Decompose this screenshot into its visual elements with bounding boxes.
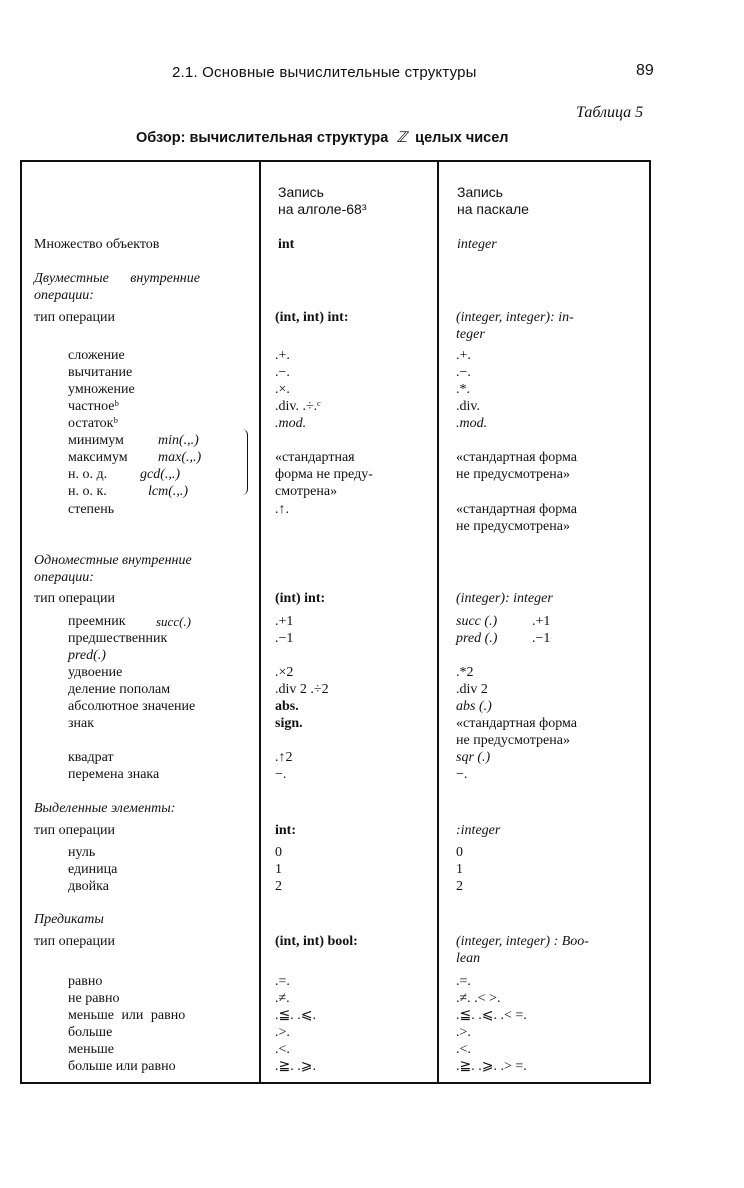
one-algol: 1	[275, 862, 282, 877]
succ-pascal-func: succ (.)	[456, 614, 498, 629]
max-func: max(.,.)	[158, 450, 202, 465]
pascal-header-2: на паскале	[457, 201, 529, 217]
one-pascal: 1	[456, 862, 463, 877]
div-label: частноеᵇ	[68, 399, 119, 414]
table-left-border	[20, 160, 22, 1084]
predicates-type-algol: (int, int) bool:	[275, 934, 358, 949]
dbl-pascal: .*2	[456, 665, 474, 680]
gt-algol: .>.	[275, 1025, 290, 1040]
binary-type-pascal-1: (integer, integer): in-	[456, 310, 574, 325]
binary-type-pascal-2: teger	[456, 327, 485, 342]
table-bottom-rule	[20, 1082, 650, 1084]
table-right-border	[649, 160, 651, 1084]
table-top-rule	[20, 160, 650, 162]
objects-pascal: integer	[457, 237, 497, 252]
std-algol-2: форма не преду-	[275, 467, 373, 482]
unary-heading-1: Одноместные внутренние	[34, 553, 192, 568]
table-title-after: целых чисел	[415, 130, 509, 146]
lt-algol: .<.	[275, 1042, 290, 1057]
two-algol: 2	[275, 879, 282, 894]
std-algol-3: смотрена»	[275, 484, 338, 499]
neg-algol: −.	[275, 767, 287, 782]
unary-type-pascal: (integer): integer	[456, 591, 553, 606]
min-func: min(.,.)	[158, 433, 199, 448]
gt-label: больше	[68, 1025, 113, 1040]
zero-algol: 0	[275, 845, 282, 860]
pascal-header-1: Запись	[457, 184, 503, 200]
neg-label: перемена знака	[68, 767, 160, 782]
selected-type-algol: int:	[275, 823, 296, 838]
eq-label: равно	[68, 974, 103, 989]
one-label: единица	[68, 862, 118, 877]
selected-heading: Выделенные элементы:	[34, 801, 176, 816]
predicates-type-pascal-2: lean	[456, 951, 481, 966]
sqr-algol: .↑2	[275, 750, 293, 765]
mod-algol: .mod.	[275, 416, 307, 431]
half-algol: .div 2 .÷2	[275, 682, 329, 697]
table-title-symbol: ℤ	[396, 130, 408, 146]
ge-label: больше или равно	[68, 1059, 176, 1074]
sub-algol: .−.	[275, 365, 290, 380]
ge-algol: .≧. .⩾.	[275, 1059, 316, 1074]
objects-label: Множество объектов	[34, 237, 160, 252]
min-label: минимум	[68, 433, 124, 448]
ne-pascal: .≠. .< >.	[456, 991, 501, 1006]
sqr-pascal: sqr (.)	[456, 750, 491, 765]
mul-algol: .×.	[275, 382, 290, 397]
zero-pascal: 0	[456, 845, 463, 860]
binary-heading-1: Двуместные внутренние	[34, 271, 200, 286]
sqr-label: квадрат	[68, 750, 114, 765]
pow-algol: .↑.	[275, 502, 289, 517]
mod-pascal: .mod.	[456, 416, 488, 431]
le-pascal: .≦. .⩽. .< =.	[456, 1008, 527, 1023]
succ-label: преемник	[68, 614, 126, 629]
sub-label: вычитание	[68, 365, 133, 380]
add-algol: .+.	[275, 348, 290, 363]
add-label: сложение	[68, 348, 125, 363]
dbl-label: удвоение	[68, 665, 123, 680]
pred-pascal: .−1	[532, 631, 551, 646]
table-title-before: Обзор: вычислительная структура	[136, 130, 389, 146]
two-pascal: 2	[456, 879, 463, 894]
pred-algol: .−1	[275, 631, 294, 646]
gcd-label: н. о. д.	[68, 467, 108, 482]
std-pascal-1: «стандартная форма	[456, 450, 577, 465]
binary-type-label: тип операции	[34, 310, 115, 325]
pred-pascal-func: pred (.)	[456, 631, 498, 646]
gcd-func: gcd(.,.)	[140, 467, 181, 482]
column-divider-1	[259, 160, 261, 1084]
pow-pascal-2: не предусмотрена»	[456, 519, 570, 534]
ne-algol: .≠.	[275, 991, 290, 1006]
column-divider-2	[437, 160, 439, 1084]
binary-type-algol: (int, int) int:	[275, 310, 349, 325]
neg-pascal: −.	[456, 767, 468, 782]
sign-pascal-2: не предусмотрена»	[456, 733, 570, 748]
std-algol-1: «стандартная	[275, 450, 355, 465]
selected-type-label: тип операции	[34, 823, 115, 838]
ne-label: не равно	[68, 991, 120, 1006]
page-number: 89	[636, 62, 654, 79]
zero-label: нуль	[68, 845, 96, 860]
table-caption: Таблица 5	[576, 104, 644, 121]
abs-label: абсолютное значение	[68, 699, 196, 714]
predicates-type-label: тип операции	[34, 934, 115, 949]
unary-type-label: тип операции	[34, 591, 115, 606]
succ-func: succ(.)	[156, 614, 192, 629]
predicates-type-pascal-1: (integer, integer) : Boo-	[456, 934, 589, 949]
abs-algol: abs.	[275, 699, 299, 714]
max-label: максимум	[68, 450, 128, 465]
sub-pascal: .−.	[456, 365, 471, 380]
pred-label: предшественник	[68, 631, 168, 646]
table-title	[136, 130, 509, 147]
eq-pascal: .=.	[456, 974, 471, 989]
le-algol: .≦. .⩽.	[275, 1008, 316, 1023]
objects-algol: int	[278, 237, 295, 252]
sign-algol: sign.	[275, 716, 303, 731]
half-pascal: .div 2	[456, 682, 488, 697]
half-label: деление пополам	[68, 682, 171, 697]
lcm-label: н. о. к.	[68, 484, 107, 499]
running-header: 2.1. Основные вычислительные структуры	[172, 64, 477, 81]
succ-pascal: .+1	[532, 614, 551, 629]
pow-pascal-1: «стандартная форма	[456, 502, 577, 517]
lcm-func: lcm(.,.)	[148, 484, 189, 499]
gt-pascal: .>.	[456, 1025, 471, 1040]
group-brace	[241, 429, 248, 495]
div-pascal: .div.	[456, 399, 480, 414]
add-pascal: .+.	[456, 348, 471, 363]
lt-label: меньше	[68, 1042, 114, 1057]
div-algol: .div. .÷.ᶜ	[275, 399, 321, 414]
pred-func: pred(.)	[68, 648, 106, 663]
unary-type-algol: (int) int:	[275, 591, 326, 606]
sign-pascal-1: «стандартная форма	[456, 716, 577, 731]
eq-algol: .=.	[275, 974, 290, 989]
two-label: двойка	[68, 879, 109, 894]
pow-label: степень	[68, 502, 115, 517]
sign-label: знак	[68, 716, 95, 731]
mod-label: остатокᵇ	[68, 416, 118, 431]
std-pascal-2: не предусмотрена»	[456, 467, 570, 482]
binary-heading-2: операции:	[34, 288, 94, 303]
predicates-heading: Предикаты	[34, 912, 104, 927]
algol-header-2: на алголе-68³	[278, 201, 367, 217]
abs-pascal: abs (.)	[456, 699, 492, 714]
ge-pascal: .≧. .⩾. .> =.	[456, 1059, 527, 1074]
dbl-algol: .×2	[275, 665, 294, 680]
algol-header-1: Запись	[278, 184, 324, 200]
succ-algol: .+1	[275, 614, 294, 629]
selected-type-pascal: :integer	[456, 823, 501, 838]
lt-pascal: .<.	[456, 1042, 471, 1057]
unary-heading-2: операции:	[34, 570, 94, 585]
le-label: меньше или равно	[68, 1008, 186, 1023]
mul-label: умножение	[68, 382, 135, 397]
mul-pascal: .*.	[456, 382, 470, 397]
